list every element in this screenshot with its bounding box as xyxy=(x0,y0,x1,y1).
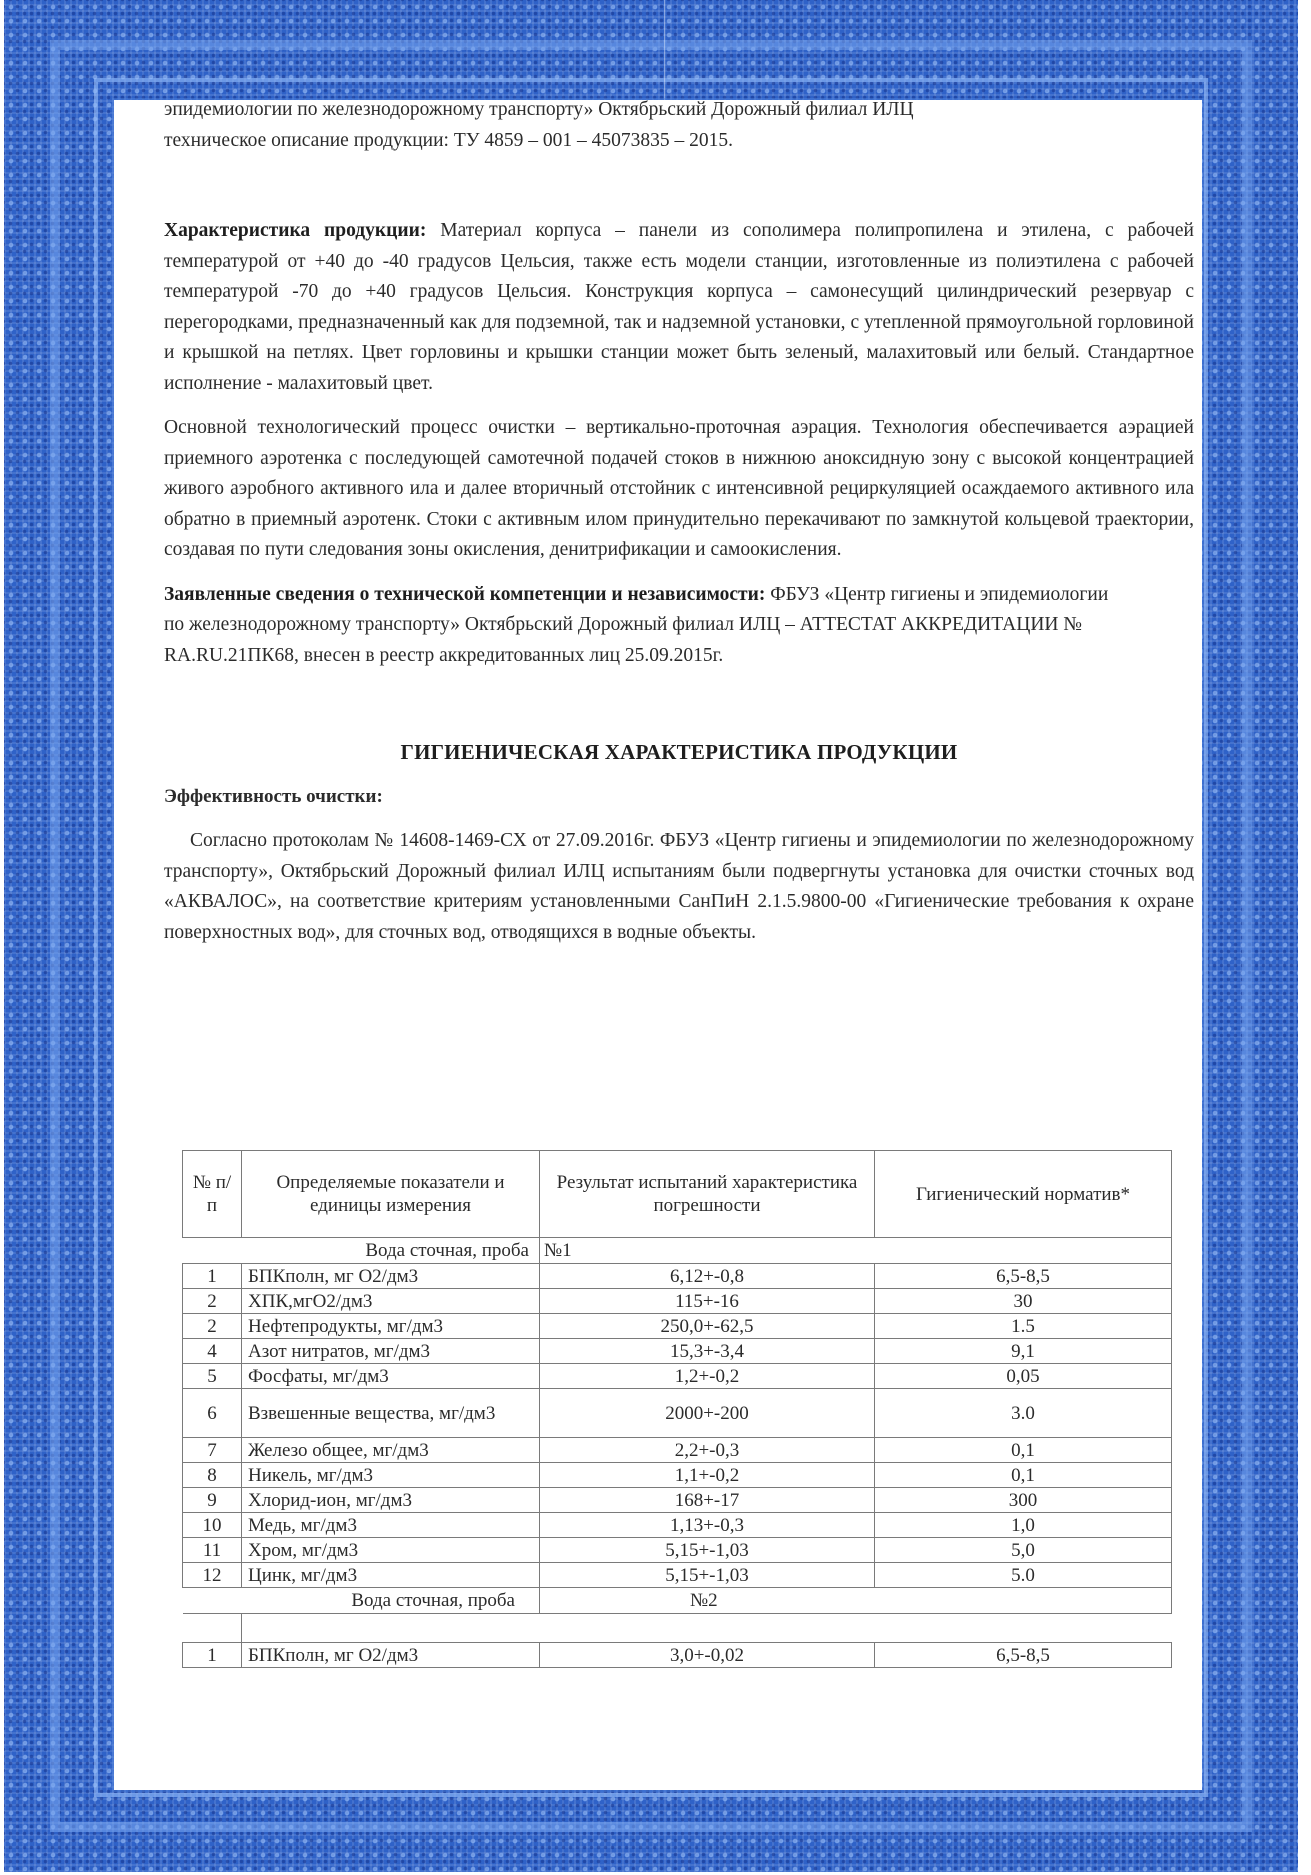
row-norm: 0,05 xyxy=(875,1364,1172,1389)
row-result: 2000+-200 xyxy=(540,1389,875,1438)
row-norm: 5.0 xyxy=(875,1563,1172,1588)
row-result: 5,15+-1,03 xyxy=(540,1538,875,1563)
row-norm: 1,0 xyxy=(875,1513,1172,1538)
row-norm: 6,5-8,5 xyxy=(875,1643,1172,1668)
row-indicator: Железо общее, мг/дм3 xyxy=(242,1438,540,1463)
row-indicator: БПКполн, мг О2/дм3 xyxy=(242,1643,540,1668)
intro-line-2: техническое описание продукции: ТУ 4859 – 001 – 45073835 – 2015. xyxy=(164,129,734,151)
row-result: 1,1+-0,2 xyxy=(540,1463,875,1488)
table-row xyxy=(183,1463,1172,1488)
intro-line-1: эпидемиологии по железнодорожному транспорту» Октябрьский Дорожный филиал ИЛЦ xyxy=(164,99,914,120)
row-norm: 300 xyxy=(875,1488,1172,1513)
table-row xyxy=(183,1538,1172,1563)
product-characteristics-text: Материал корпуса – панели из сополимера полипропилена и этилена, с рабочей температурой от +40 до -40 градусов Цельсия, также есть модели станции, изготовленные из полиэтилена с рабочей температурой -70 до +40 градусов Цельсия. Конструкция корпуса – самонесущий цилиндрический резервуар с перегородками, предназначенный как для подземной, так и надземной установки, с утепленной прямоугольной горловиной и крышкой на петлях. Цвет горловины и крышки станции может быть зеленый, малахитовый или белый. Стандартное исполнение - малахитовый цвет. xyxy=(164,220,1194,394)
document-body xyxy=(164,95,1194,948)
product-characteristics-paragraph xyxy=(164,216,1194,399)
row-indicator: Взвешенные вещества, мг/дм3 xyxy=(242,1389,540,1438)
table-row xyxy=(183,1438,1172,1463)
table-row xyxy=(183,1364,1172,1389)
section-subtitle: Эффективность очистки: xyxy=(164,785,383,807)
section-title: ГИГИЕНИЧЕСКАЯ ХАРАКТЕРИСТИКА ПРОДУКЦИИ xyxy=(400,740,958,764)
test-results-table xyxy=(182,1150,1172,1668)
row-number: 1 xyxy=(183,1643,242,1668)
row-norm: 30 xyxy=(875,1289,1172,1314)
row-indicator: Фосфаты, мг/дм3 xyxy=(242,1364,540,1389)
product-characteristics-label: Характеристика продукции: xyxy=(164,220,427,241)
row-number: 2 xyxy=(183,1314,242,1339)
header-norm: Гигиенический норматив* xyxy=(875,1151,1172,1238)
row-norm: 9,1 xyxy=(875,1339,1172,1364)
row-norm: 0,1 xyxy=(875,1438,1172,1463)
row-indicator: Никель, мг/дм3 xyxy=(242,1463,540,1488)
table-row xyxy=(183,1314,1172,1339)
table-row xyxy=(183,1563,1172,1588)
row-result: 5,15+-1,03 xyxy=(540,1563,875,1588)
row-number: 8 xyxy=(183,1463,242,1488)
row-indicator: ХПК,мгО2/дм3 xyxy=(242,1289,540,1314)
row-number: 2 xyxy=(183,1289,242,1314)
sample-1-row xyxy=(183,1238,1172,1264)
sample-2-label: Вода сточная, проба xyxy=(183,1588,540,1614)
row-norm: 6,5-8,5 xyxy=(875,1264,1172,1289)
row-indicator: Нефтепродукты, мг/дм3 xyxy=(242,1314,540,1339)
row-norm: 3.0 xyxy=(875,1389,1172,1438)
row-result: 250,0+-62,5 xyxy=(540,1314,875,1339)
row-result: 3,0+-0,02 xyxy=(540,1643,875,1668)
row-number: 11 xyxy=(183,1538,242,1563)
row-result: 1,13+-0,3 xyxy=(540,1513,875,1538)
row-indicator: БПКполн, мг О2/дм3 xyxy=(242,1264,540,1289)
row-number: 7 xyxy=(183,1438,242,1463)
blank-cell xyxy=(242,1614,1172,1643)
blank-row xyxy=(183,1614,1172,1643)
row-norm: 0,1 xyxy=(875,1463,1172,1488)
table-row xyxy=(183,1389,1172,1438)
table-row xyxy=(183,1339,1172,1364)
row-result: 6,12+-0,8 xyxy=(540,1264,875,1289)
header-result: Результат испытаний характеристика погрешности xyxy=(540,1151,875,1238)
row-number: 6 xyxy=(183,1389,242,1438)
protocol-paragraph: Согласно протоколам № 14608-1469-СХ от 27.09.2016г. ФБУЗ «Центр гигиены и эпидемиологии по железнодорожному транспорту», Октябрьский Дорожный филиал ИЛЦ испытаниям были подвергнуты установка для очистки сточных вод «АКВАЛОС», на соответствие критериям установленными СанПиН 2.1.5.9800-00 «Гигиенические требования к охране поверхностных вод», для сточных вод, отводящихся в водные объекты. xyxy=(164,830,1194,943)
table-row xyxy=(183,1264,1172,1289)
row-number: 4 xyxy=(183,1339,242,1364)
header-num: № п/п xyxy=(183,1151,242,1238)
table-row xyxy=(183,1488,1172,1513)
row-result: 115+-16 xyxy=(540,1289,875,1314)
competence-text: ФБУЗ «Центр гигиены и эпидемиологии по железнодорожному транспорту» Октябрьский Дорожный филиал ИЛЦ – АТТЕСТАТ АККРЕДИТАЦИИ № RA.RU.21ПК68, внесен в реестр аккредитованных лиц 25.09.2015г. xyxy=(164,583,1109,666)
row-number: 12 xyxy=(183,1563,242,1588)
sample-1-number: №1 xyxy=(540,1238,1172,1264)
table-row xyxy=(183,1289,1172,1314)
row-result: 15,3+-3,4 xyxy=(540,1339,875,1364)
blank-cell xyxy=(183,1614,242,1643)
row-indicator: Медь, мг/дм3 xyxy=(242,1513,540,1538)
sample-2-row xyxy=(183,1588,1172,1614)
row-result: 168+-17 xyxy=(540,1488,875,1513)
table-row xyxy=(183,1513,1172,1538)
row-number: 9 xyxy=(183,1488,242,1513)
row-indicator: Хлорид-ион, мг/дм3 xyxy=(242,1488,540,1513)
sample-1-label: Вода сточная, проба xyxy=(183,1238,540,1264)
row-indicator: Азот нитратов, мг/дм3 xyxy=(242,1339,540,1364)
row-indicator: Цинк, мг/дм3 xyxy=(242,1563,540,1588)
row-result: 1,2+-0,2 xyxy=(540,1364,875,1389)
header-indicator: Определяемые показатели и единицы измерения xyxy=(242,1151,540,1238)
table-header-row xyxy=(183,1151,1172,1238)
row-norm: 1.5 xyxy=(875,1314,1172,1339)
process-paragraph: Основной технологический процесс очистки – вертикально-проточная аэрация. Технология обеспечивается аэрацией приемного аэротенка с последующей самотечной подачей стоков в нижнюю аноксидную зону с высокой концентрацией живого аэробного активного ила и далее вторичный отстойник с интенсивной рециркуляцией осаждаемого активного ила обратно в приемный аэротенк. Стоки с активным илом принудительно перекачивают по замкнутой кольцевой траектории, создавая по пути следования зоны окисления, денитрификации и самоокисления. xyxy=(164,417,1194,560)
row-result: 2,2+-0,3 xyxy=(540,1438,875,1463)
competence-label: Заявленные сведения о технической компетенции и независимости: xyxy=(164,583,766,605)
sample-2-number: №2 xyxy=(540,1588,1172,1614)
row-number: 5 xyxy=(183,1364,242,1389)
row-indicator: Хром, мг/дм3 xyxy=(242,1538,540,1563)
row-number: 10 xyxy=(183,1513,242,1538)
row-number: 1 xyxy=(183,1264,242,1289)
row-norm: 5,0 xyxy=(875,1538,1172,1563)
table-row xyxy=(183,1643,1172,1668)
scan-fold-line xyxy=(664,0,665,100)
competence-paragraph xyxy=(164,580,1124,672)
